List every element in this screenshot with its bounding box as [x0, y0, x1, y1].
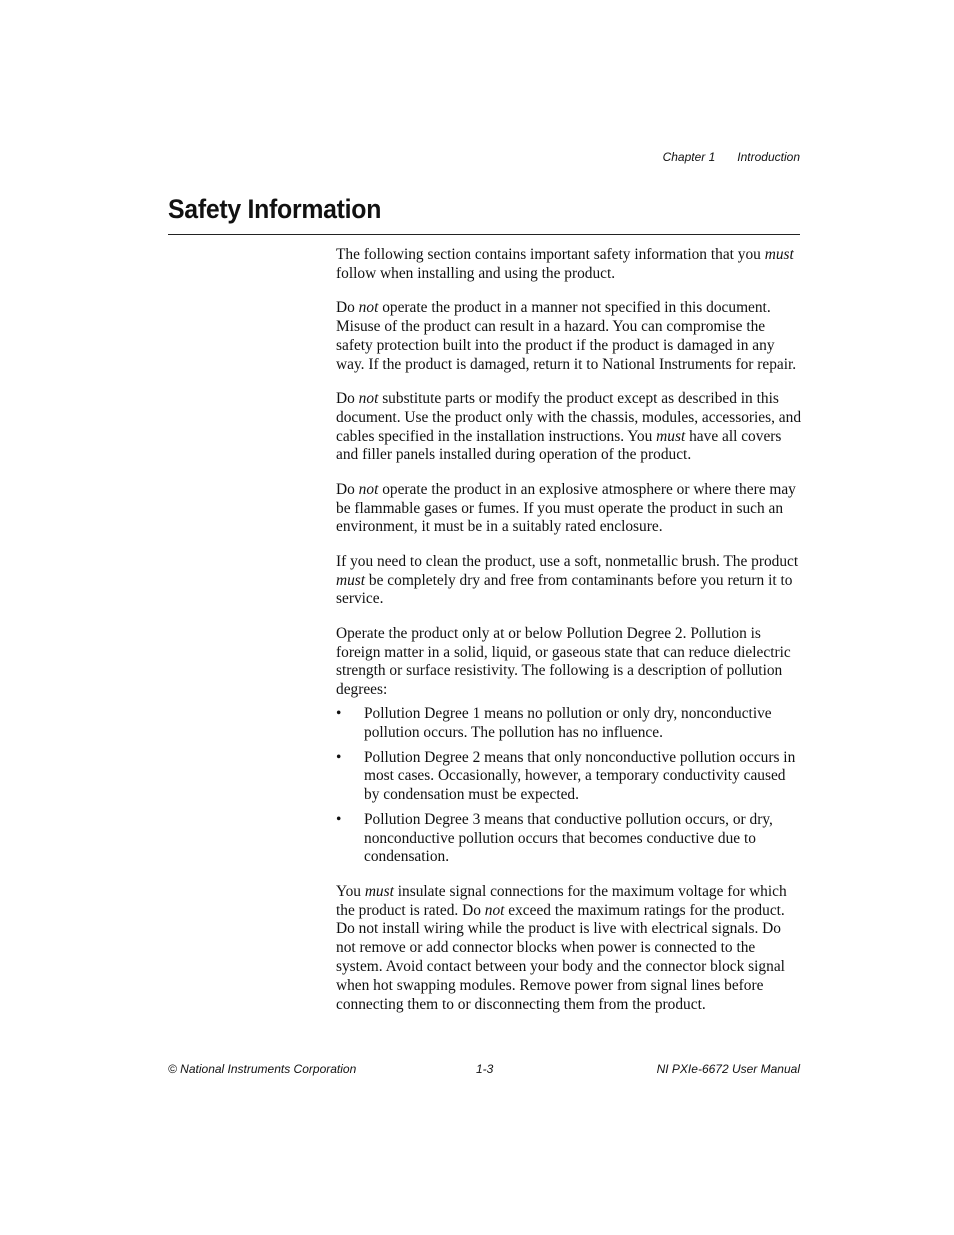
paragraph-explosive: Do not operate the product in an explosive atmosphere or where there may be flammable gases or fumes. If you must operate the product in such an environment, it must be in a suitably rated enclosure.	[336, 480, 796, 536]
paragraph-pollution: Operate the product only at or below Pollution Degree 2. Pollution is foreign matter in a solid, liquid, or gaseous state that can reduce dielectric strength or surface resistivity. The following is a description of pollution degrees:	[336, 624, 791, 699]
paragraph-intro: The following section contains important safety information that you must follow when installing and using the product.	[336, 246, 794, 282]
bullet-icon: •	[336, 748, 342, 766]
footer-copyright: © National Instruments Corporation	[168, 1062, 357, 1076]
footer-page-number: 1-3	[476, 1062, 494, 1076]
list-item: • Pollution Degree 3 means that conductive pollution occurs, or dry, nonconductive pollution occurs that becomes conductive due to condensation.	[336, 810, 773, 866]
section-title: Safety Information	[168, 194, 382, 224]
chapter-label: Chapter 1	[662, 150, 716, 164]
paragraph-operation: Do not operate the product in a manner not specified in this document. Misuse of the product can result in a hazard. You can compromise the safety protection built into the product if the product is damaged in any way. If the product is damaged, return it to National Instruments for repair.	[336, 299, 797, 373]
list-item: • Pollution Degree 1 means no pollution or only dry, nonconductive pollution occurs. The pollution has no influence.	[336, 704, 772, 741]
bullet-icon: •	[336, 810, 342, 828]
chapter-name: Introduction	[737, 150, 800, 164]
pollution-degree-list	[336, 705, 802, 867]
paragraph-insulation: You must insulate signal connections for the maximum voltage for which the product is rated. Do not exceed the maximum ratings for the product. Do not install wiring while the product is live with electrical signals. Do not remove or add connector blocks when power is connected to the system. Avoid contact between your body and the connector block signal when hot swapping modules. Remove power from signal lines before connecting them to or disconnecting them from the product.	[336, 882, 787, 1013]
bullet-icon: •	[336, 704, 342, 722]
title-rule	[168, 234, 800, 235]
paragraph-cleaning: If you need to clean the product, use a soft, nonmetallic brush. The product must be completely dry and free from contaminants before you return it to service.	[336, 552, 799, 608]
running-header	[663, 150, 800, 164]
paragraph-substitution: Do not substitute parts or modify the product except as described in this document. Use the product only with the chassis, modules, accessories, and cables specified in the installation instructions. You must have all covers and filler panels installed during operation of the product.	[336, 389, 802, 464]
footer-manual-title: NI PXIe-6672 User Manual	[656, 1062, 800, 1076]
list-item: • Pollution Degree 2 means that only nonconductive pollution occurs in most cases. Occasionally, however, a temporary conductivity caused by condensation must be expected.	[336, 748, 796, 804]
body-text	[336, 246, 802, 1030]
